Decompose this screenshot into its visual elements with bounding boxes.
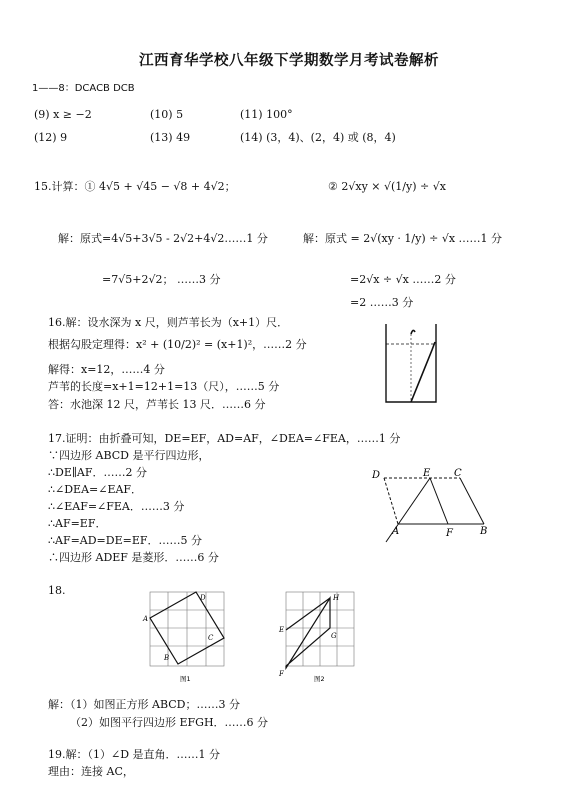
q16-line4: 芦苇的长度=x+1=12+1=13（尺），……5 分 [48, 380, 280, 393]
q18-sol2: （2）如图平行四边形 EFGH．……6 分 [70, 716, 269, 729]
fig1-label-a: A [143, 615, 149, 623]
label-e: E [423, 468, 431, 479]
fig1-label-b: B [164, 654, 170, 662]
segment-ef [430, 478, 448, 524]
q18-figure-2 [276, 588, 366, 684]
choice-answers: 1——8：DCACB DCB [32, 83, 135, 94]
q19-line1: 19.解：（1）∠D 是直角．……1 分 [48, 748, 221, 761]
q16-line2: 根据勾股定理得：x² + (10/2)² = (x+1)²，……2 分 [48, 338, 307, 351]
label-d: D [372, 470, 381, 481]
q17-line1: 17.证明：由折叠可知，DE=EF，AD=AF，∠DEA=∠FEA，……1 分 [48, 432, 401, 445]
q16-line3: 解得：x=12，……4 分 [48, 363, 165, 376]
answer-q10: (10) 5 [150, 108, 184, 121]
q15-sol2-line2: =2√x ÷ √x ……2 分 [350, 273, 456, 286]
q15-sol1-line2: =7√5+2√2； ……3 分 [102, 273, 221, 286]
q18-header: 18. [48, 584, 66, 597]
q16-line5: 答：水池深 12 尺，芦苇长 13 尺．……6 分 [48, 398, 266, 411]
q15-sol2-line3: =2 ……3 分 [350, 296, 414, 309]
fig2-label-h: H [333, 594, 340, 602]
segment-cb [460, 478, 484, 524]
q17-line4: ∴∠DEA=∠EAF． [48, 483, 143, 496]
answer-q14: (14) (3，4)、(2，4) 或 (8，4) [240, 131, 396, 144]
q15-sol1-line1: 解：原式=4√5+3√5 - 2√2+4√2……1 分 [58, 232, 268, 245]
fig2-label-e: E [279, 626, 285, 634]
reed-tip [411, 330, 415, 334]
grid [286, 592, 354, 666]
fig2-caption: 图2 [314, 675, 325, 683]
fig2-label-f: F [279, 670, 284, 678]
q16-line1: 16.解：设水深为 x 尺，则芦苇长为（x+1）尺． [48, 316, 289, 329]
reed-bent [411, 342, 435, 402]
q18-figure-1 [140, 588, 230, 684]
page-title: 江西育华学校八年级下学期数学月考试卷解析 [139, 53, 439, 69]
label-f: F [446, 528, 453, 539]
answer-q12: (12) 9 [34, 131, 68, 144]
q16-pool-figure [378, 320, 458, 412]
answer-q9: (9) x ≥ −2 [34, 108, 92, 121]
answer-q13: (13) 49 [150, 131, 191, 144]
segment-da [384, 478, 398, 524]
fig1-label-d: D [200, 594, 206, 602]
q18-sol1: 解：（1）如图正方形 ABCD；……3 分 [48, 698, 240, 711]
fig1-label-c: C [208, 634, 214, 642]
label-b: B [480, 526, 488, 537]
q17-line2: ∵四边形 ABCD 是平行四边形， [48, 449, 210, 462]
fig2-label-g: G [331, 632, 337, 640]
q19-line2: 理由：连接 AC， [48, 765, 134, 778]
q17-line5: ∴∠EAF=∠FEA．……3 分 [48, 500, 185, 513]
parallelogram-efgh [286, 598, 330, 668]
q15-part2: ② 2√xy × √(1/y) ÷ √x [328, 180, 446, 193]
fig1-caption: 图1 [180, 675, 191, 683]
label-c: C [454, 468, 462, 479]
q15-header: 15.计算：① 4√5 + √45 − √8 + 4√2； [34, 180, 236, 193]
grid [150, 592, 224, 666]
q17-line3: ∴DE∥AF．……2 分 [48, 466, 147, 479]
q17-parallelogram-figure [368, 466, 498, 546]
label-a: A [392, 526, 400, 537]
answer-q11: (11) 100° [240, 108, 293, 121]
q17-line7: ∴AF=AD=DE=EF．……5 分 [48, 534, 202, 547]
q17-line6: ∴AF=EF． [48, 517, 107, 530]
q17-line8: ∴四边形 ADEF 是菱形．……6 分 [48, 551, 219, 564]
q15-sol2-line1: 解：原式 = 2√(xy · 1/y) ÷ √x ……1 分 [303, 232, 503, 245]
